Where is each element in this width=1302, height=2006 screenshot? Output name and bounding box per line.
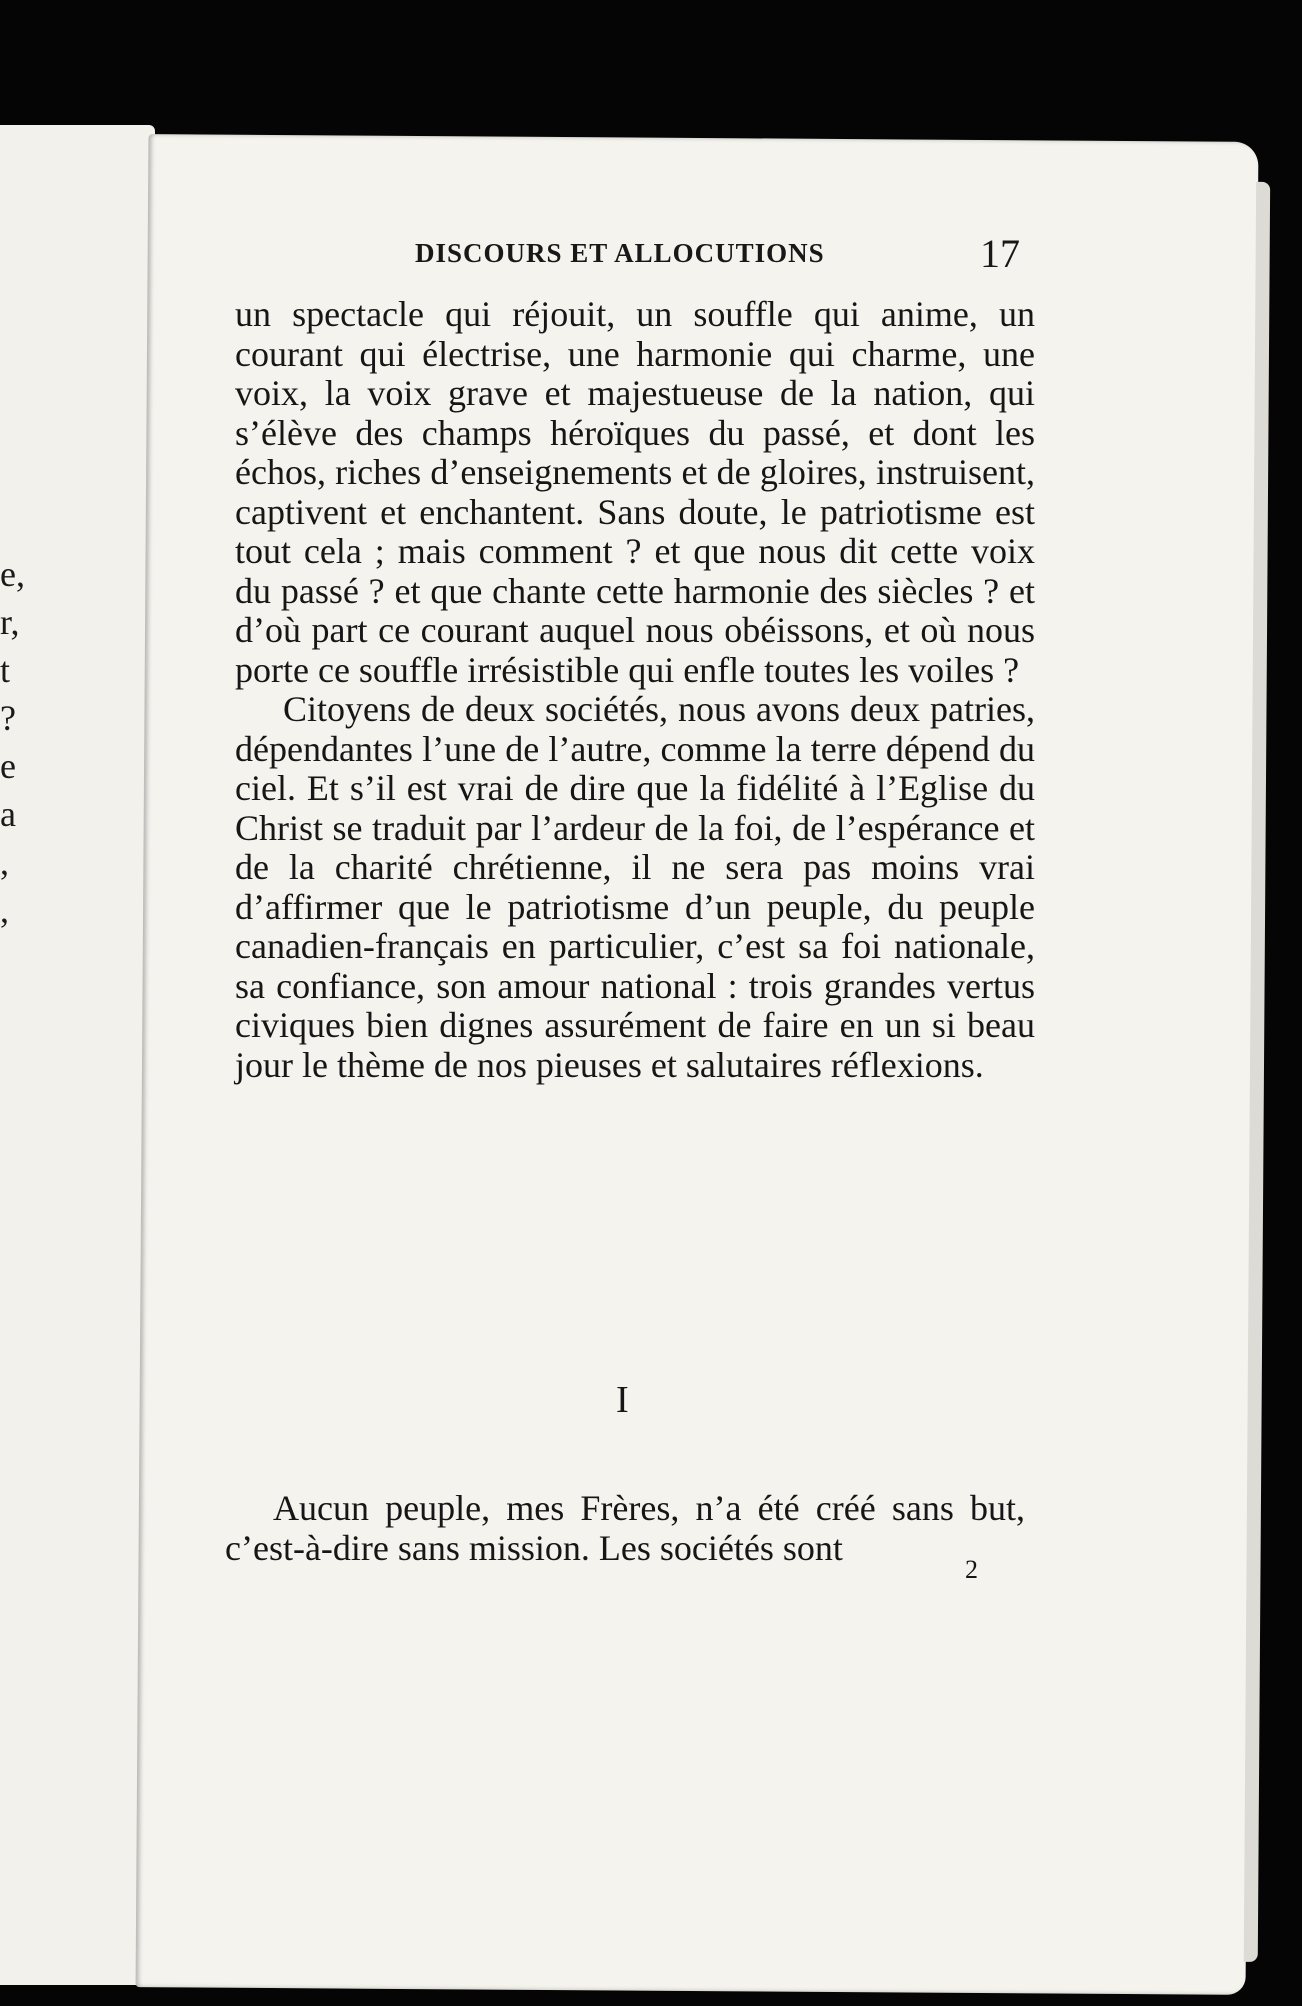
paragraph: Citoyens de deux sociétés, nous avons deux patries, dépendantes l’une de l’autre, comme la terre dépend du ciel. Et s’il est vrai de dire que la fidélité à l’Eglise du Christ se traduit par l’ardeur de la foi, de l’espérance et de la charité chrétienne, il ne sera pas moins vrai d’affirmer que le patriotisme d’un peuple, du peuple canadien-français en particulier, c’est sa foi nationale, sa confiance, son amour national : trois grandes vertus civiques bien dignes assurément de faire en un si beau jour le thème de nos pieuses et salutaires réflexions. — [235, 689, 1035, 1085]
edge-char: r, — [0, 602, 20, 642]
edge-char: e — [0, 746, 16, 786]
body-text — [235, 295, 1035, 1085]
left-page-edge-text — [0, 550, 30, 934]
edge-char: , — [0, 890, 9, 930]
edge-char: ? — [0, 698, 16, 738]
page-header — [290, 230, 1030, 290]
paragraph: un spectacle qui réjouit, un souffle qui anime, un courant qui électrise, une harmonie qui charme, une voix, la voix grave et majestueuse de la nation, qui s’élève des champs héroïques du passé, et dont les échos, riches d’enseignements et de gloires, instruisent, captivent et enchantent. Sans doute, le patriotisme est tout cela ; mais comment ? et que nous dit cette voix du passé ? et que chante cette harmonie des siècles ? et d’où part ce courant auquel nous obéissons, et où nous porte ce souffle irrésistible qui enfle toutes les voiles ? — [235, 294, 1035, 690]
paragraph: Aucun peuple, mes Frères, n’a été créé sans but, c’est-à-dire sans mission. Les sociétés sont — [225, 1488, 1025, 1568]
edge-char: t — [0, 650, 11, 690]
left-page-edge — [0, 125, 155, 1985]
edge-char: , — [0, 842, 9, 882]
running-title: DISCOURS ET ALLOCUTIONS — [415, 238, 825, 268]
edge-char: e, — [0, 554, 25, 594]
section-body — [225, 1452, 1025, 1604]
signature-mark: 2 — [965, 1555, 978, 1584]
section-heading: I — [616, 1379, 629, 1421]
edge-char: a — [0, 794, 16, 834]
page-number: 17 — [980, 231, 1020, 276]
